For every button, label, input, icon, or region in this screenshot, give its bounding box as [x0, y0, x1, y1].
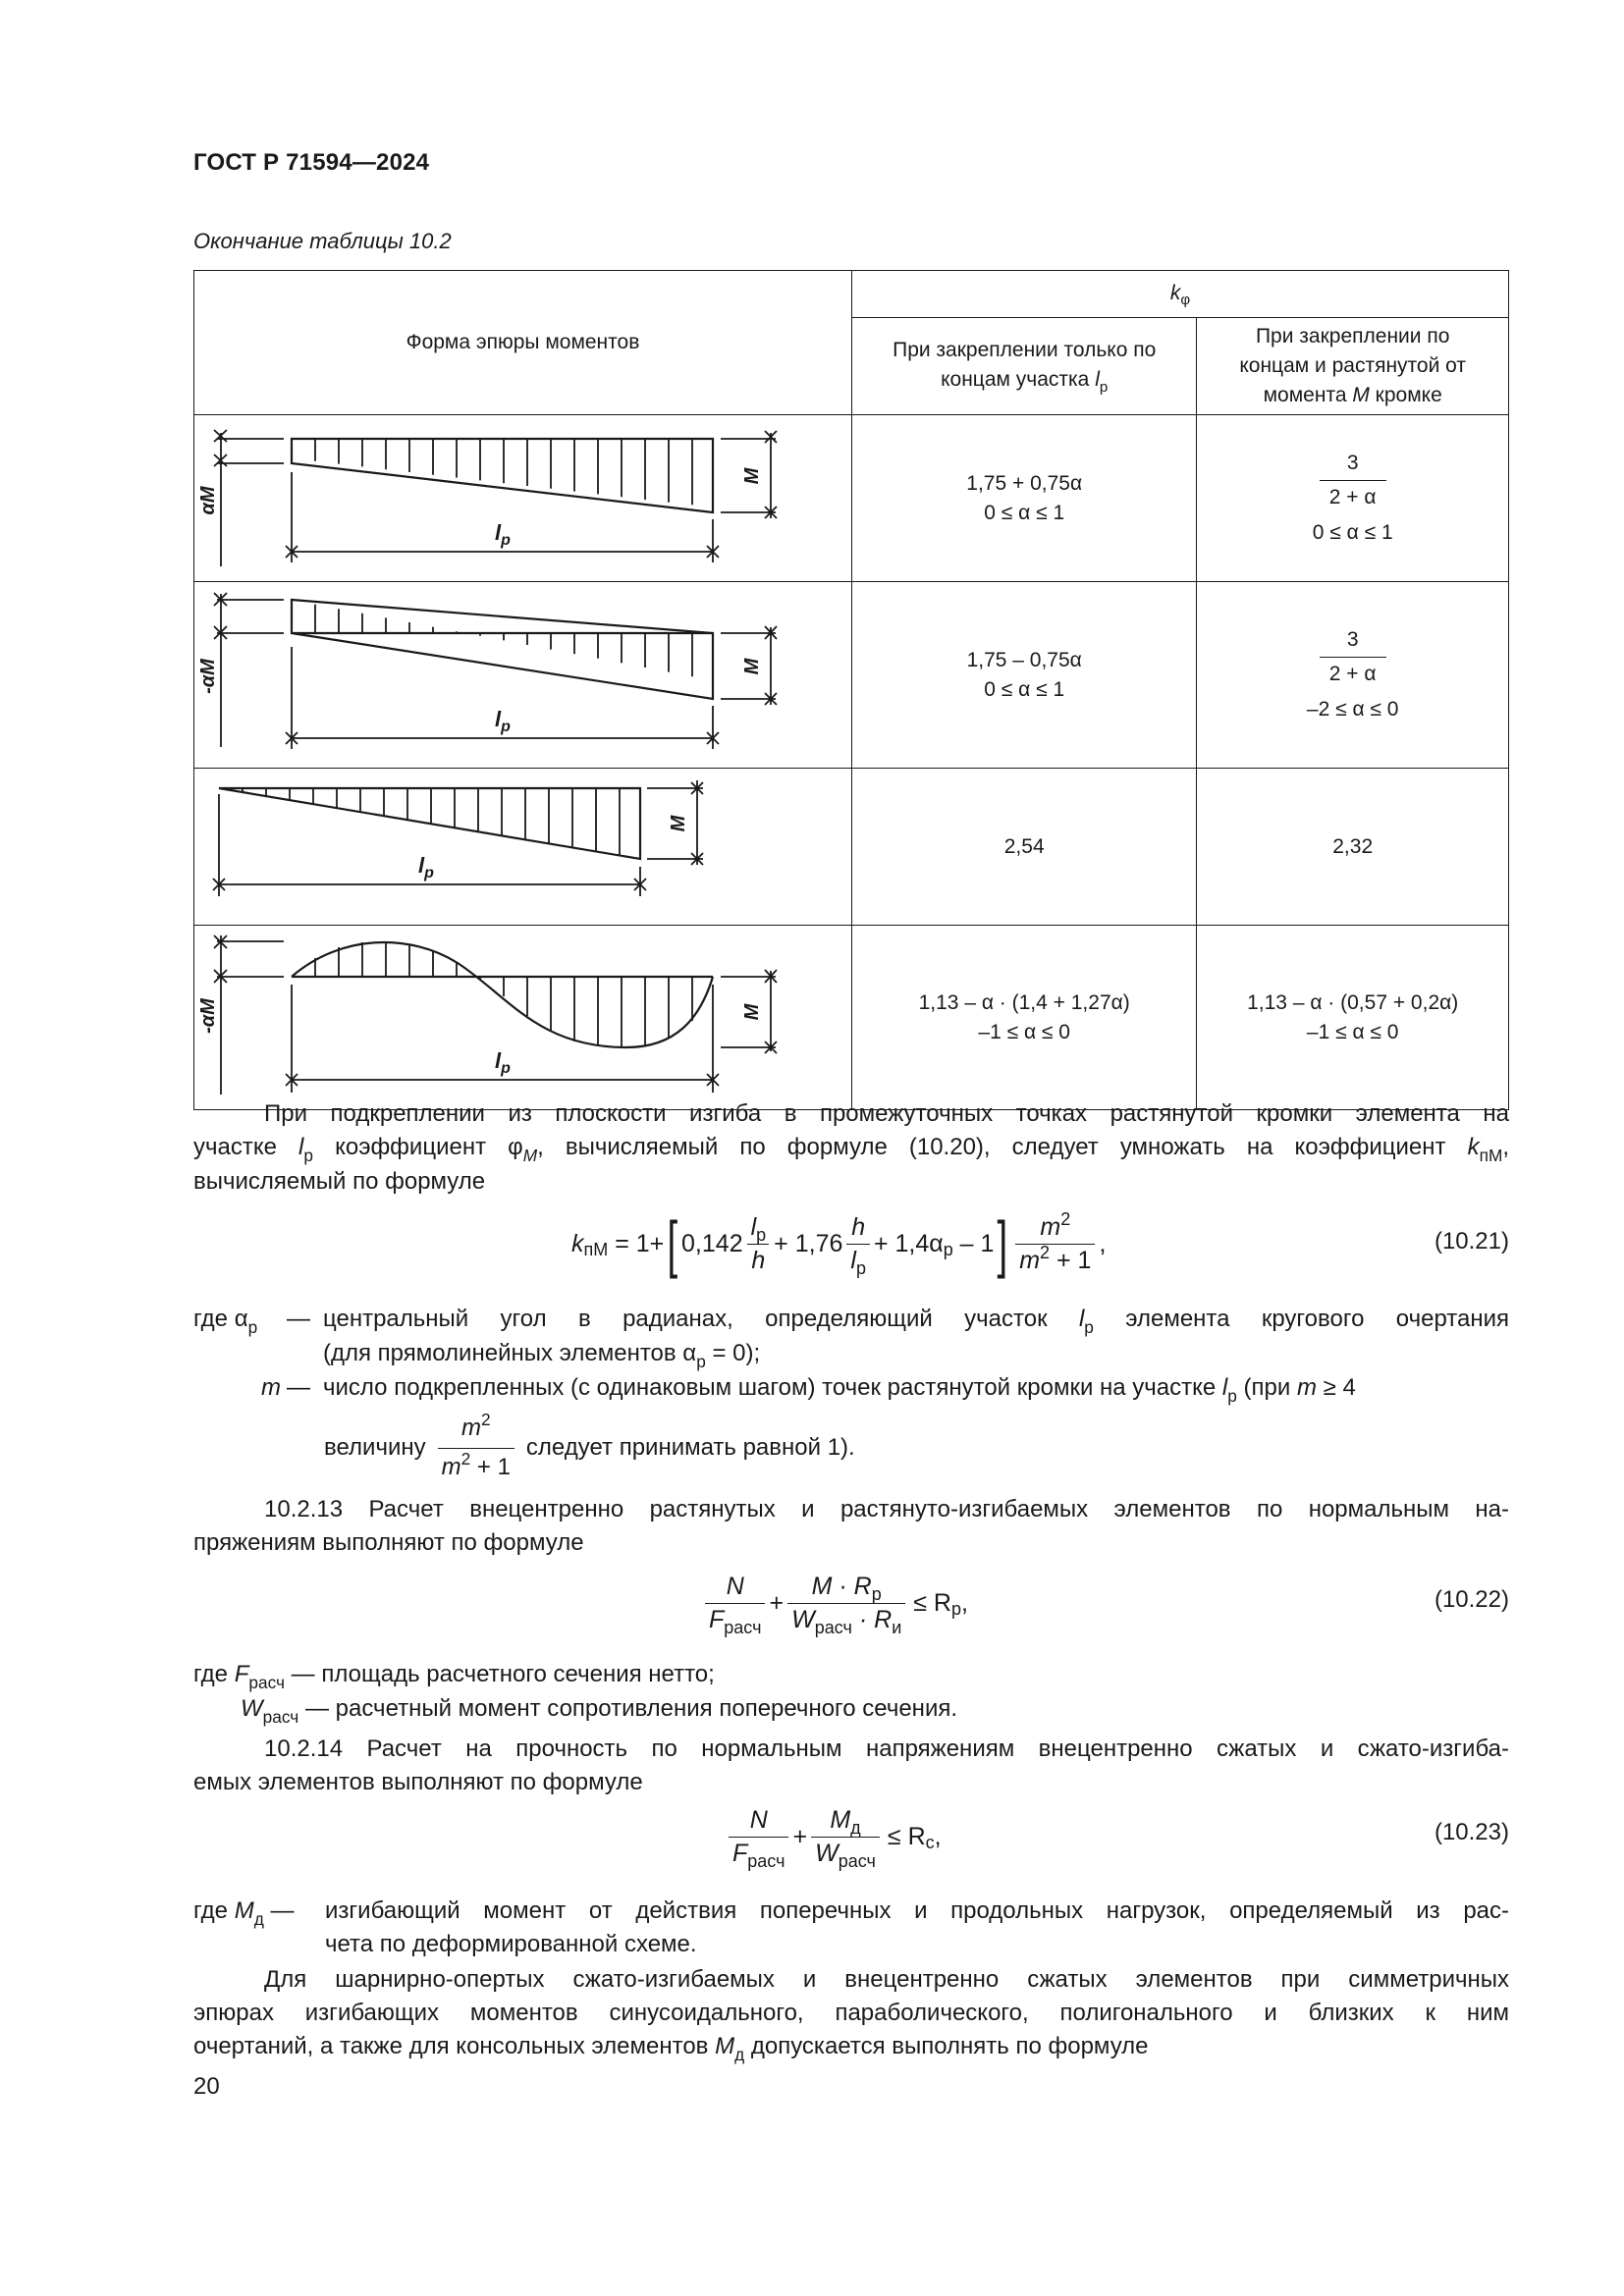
k-fixed-tension-2: $\frac{3}{2 + \alpha}$ –2 ≤ α ≤ 0	[1197, 582, 1509, 769]
moment-diagram-header: Форма эпюры моментов	[194, 271, 852, 415]
moment-diagram-sinusoid	[194, 926, 851, 1100]
k-phi-header: $k_\varphi$	[852, 271, 1509, 318]
alpha-m-label: αM	[197, 486, 219, 515]
k-fixed-ends-3: 2,54	[852, 769, 1197, 926]
moment-diagram-triangle	[194, 769, 851, 916]
k-fixed-tension-1: $\frac{3}{2 + \alpha}$ 0 ≤ α ≤ 1	[1197, 415, 1509, 582]
table-10-2	[193, 270, 1509, 1110]
k-fixed-ends-4: 1,13 – α · (1,4 + 1,27α) –1 ≤ α ≤ 0	[852, 926, 1197, 1110]
equation-number-10-21: (10.21)	[1434, 1228, 1509, 1255]
where-f-w: где $F_{расч}$ — площадь расчетного сечения нетто; $W_{расч}$ — расчетный момент сопротивления поперечного сечения.	[193, 1661, 958, 1727]
neg-alpha-m-label: -αM	[197, 998, 219, 1034]
paragraph-10-2-13: 10.2.13 Расчет внецентренно растянутых и растянуто-изгибаемых элементов по нормальным на- пряжениям выполняют по формуле	[193, 1496, 1509, 1556]
paragraph-symmetric-diagrams: Для шарнирно-опертых сжато-изгибаемых и внецентренно сжатых элементов при симметричных эпюрах изгибающих моментов синусоидального, параболического, полигонального и близких к ним очертаний, а также для консольных элементов $M_д$ допускается выполнять по формуле	[193, 1966, 1509, 2064]
diagram-cell-4	[194, 926, 852, 1110]
k-fixed-ends-1: 1,75 + 0,75α 0 ≤ α ≤ 1	[852, 415, 1197, 582]
where-m-d: где $M_д$ — изгибающий момент от действия поперечных и продольных нагрузок, определяемый из рас- чета по деформированной схеме.	[193, 1897, 1509, 1957]
page-number: 20	[193, 2073, 220, 2100]
equation-10-21: k пM = 1+ [ 0,142 $l_р$ h + 1,76 h $l_р$ + 1,4α р – 1 ] $m^2$ $m^2 + 1$ ,	[571, 1208, 1107, 1279]
lp-label: $l_р$	[418, 853, 434, 881]
equation-number-10-22: (10.22)	[1434, 1586, 1509, 1613]
equation-number-10-23: (10.23)	[1434, 1819, 1509, 1845]
moment-diagram-trapezoid	[194, 415, 851, 572]
k-fixed-tension-4: 1,13 – α · (0,57 + 0,2α) –1 ≤ α ≤ 0	[1197, 926, 1509, 1110]
moment-diagram-sign-change	[194, 582, 851, 759]
lp-label: $l_р$	[495, 1048, 511, 1077]
where-alpha-p: где $\alpha_р$ — центральный угол в радианах, определяющий участок $l_р$ элемента кругового очертания (для прямолинейных элементов $\alpha_р = 0$);	[193, 1306, 1509, 1371]
lp-label: $l_р$	[495, 520, 511, 549]
paragraph-10-2-14: 10.2.14 Расчет на прочность по нормальным напряжениям внецентренно сжатых и сжато-изгиба- емых элементов выполняют по формуле	[193, 1735, 1509, 1795]
where-m-value: величину $m^2$ $m^2 + 1$ следует принимать равной 1).	[324, 1409, 855, 1487]
k-fixed-tension-3: 2,32	[1197, 769, 1509, 926]
lp-label: $l_р$	[495, 707, 511, 735]
m-label: M	[668, 815, 689, 832]
diagram-cell-1	[194, 415, 852, 582]
equation-10-23: N $F_{расч}$ + $M_д$ $W_{расч}$ ≤ R с ,	[725, 1792, 942, 1881]
fixed-tension-header: При закреплении по концам и растянутой от момента M кромке	[1197, 318, 1509, 415]
diagram-cell-3	[194, 769, 852, 926]
diagram-cell-2	[194, 582, 852, 769]
fixed-ends-header: При закреплении только по концам участка $l_р$	[852, 318, 1197, 415]
equation-10-22: N $F_{расч}$ + $M \cdot R_р$ $W_{расч} \cdot R_и$ ≤ R р ,	[701, 1559, 968, 1647]
standard-header: ГОСТ Р 71594—2024	[193, 149, 430, 176]
m-label: M	[741, 467, 763, 485]
m-label: M	[741, 1003, 763, 1021]
table-caption: Окончание таблицы 10.2	[193, 229, 452, 253]
where-m: m — число подкрепленных (с одинаковым шагом) точек растянутой кромки на участке $l_р$ (при m ≥ 4	[261, 1374, 1356, 1406]
k-fixed-ends-2: 1,75 – 0,75α 0 ≤ α ≤ 1	[852, 582, 1197, 769]
m-label: M	[741, 658, 763, 675]
paragraph-reinforcement: При подкреплении из плоскости изгиба в промежуточных точках растянутой кромки элемента на участке $l_р$ коэффициент $\varphi_M$, вычисляемый по формуле (10.20), следует умножать на коэффициент $k_{пM}$, вычисляемый по формуле	[193, 1100, 1509, 1195]
neg-alpha-m-label: -αM	[197, 659, 219, 694]
